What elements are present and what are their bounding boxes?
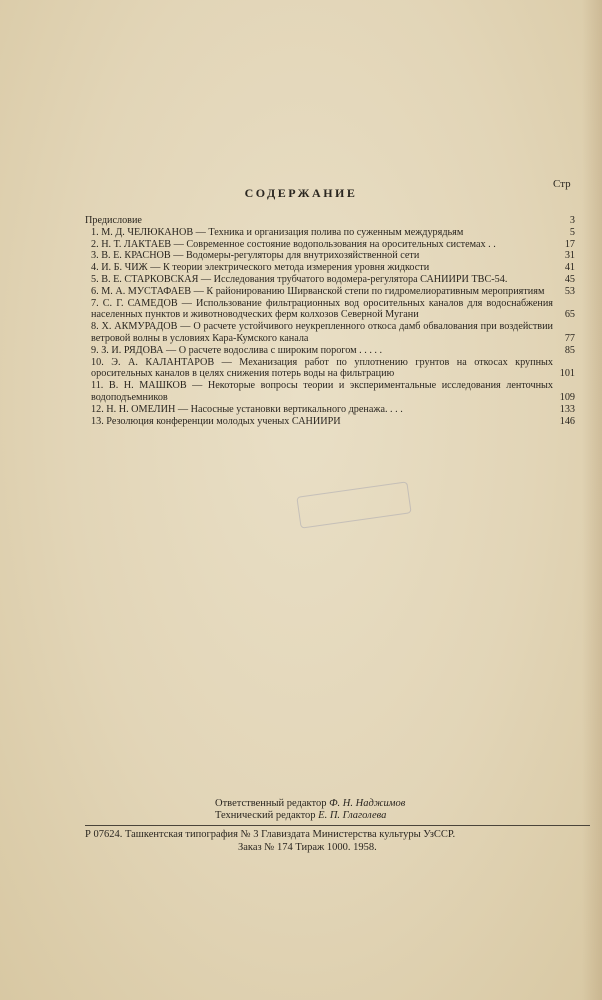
toc-entry-title: 9. З. И. РЯДОВА — О расчете водослива с широким порогом . . . . . [91,344,383,356]
toc-entry-title: 6. М. А. МУСТАФАЕВ — К районированию Ширванской степи по гидромелиоративным мероприятиям [91,285,545,297]
responsible-editor-label: Ответственный редактор [215,798,327,809]
toc-entry-title: 11. В. Н. МАШКОВ — Некоторые вопросы теории и экспериментальные исследования ленточных водоподъемников [91,380,553,403]
toc-entry-title: 7. С. Г. САМЕДОВ — Использование фильтрационных вод оросительных каналов для водоснабжения населенных пунктов и животноводческих ферм колхозов Северной Мугани [91,297,553,321]
toc-entry-title: 2. Н. Т. ЛАКТАЕВ — Современное состояние водопользования на оросительных системах . . [91,238,496,250]
toc-entry [85,345,577,357]
toc-entry [85,404,577,416]
toc-entry-title: 1. М. Д. ЧЕЛЮКАНОВ — Техника и организация полива по суженным междурядьям [91,226,464,238]
toc-entry [85,321,577,345]
toc-entry-page: 53 [564,285,575,297]
imprint-line-2: Заказ № 174 Тираж 1000. 1958. [238,842,377,853]
toc-entry-title: 4. И. Б. ЧИЖ — К теории электрического метода измерения уровня жидкости [91,262,430,274]
toc-entry-page: 146 [559,415,575,427]
toc-entry [85,298,577,322]
toc-entry [85,416,577,428]
page-edge-shading [582,0,602,1000]
toc-entry-title: 8. Х. АКМУРАДОВ — О расчете устойчивого неукрепленного откоса дамб обвалования при воздействии ветровой волны в условиях Кара-Кумского канала [91,321,553,344]
toc-entry [85,357,577,381]
toc-entry-page: 109 [559,391,575,403]
toc-entry [85,286,577,298]
toc-entry-title: 12. Н. Н. ОМЕЛИН — Насосные установки вертикального дренажа. . . . [91,403,403,415]
toc-entry-page: 5 [569,226,575,238]
toc-entry-title: 3. В. Е. КРАСНОВ — Водомеры-регуляторы для внутрихозяйственной сети [91,250,420,262]
toc-entry-page: 77 [564,332,575,344]
responsible-editor-name: Ф. Н. Наджимов [329,798,406,809]
toc-entry-title: 13. Резолюция конференции молодых ученых САНИИРИ [91,415,341,427]
toc-entry-page: 3 [569,215,575,226]
toc-entry-page: 133 [559,403,575,415]
page-title: СОДЕРЖАНИЕ [244,186,358,200]
table-of-contents [85,215,577,427]
toc-entry-page: 101 [559,368,575,380]
faded-stamp [296,481,411,528]
toc-entry-page: 45 [564,273,575,285]
technical-editor-line [215,810,405,822]
toc-entry [85,227,577,239]
toc-entry-page: 17 [564,238,575,250]
editor-credits [215,798,405,821]
toc-entry [85,262,577,274]
toc-entry [85,215,577,227]
page-column-label: Стр [553,178,571,190]
imprint-divider [85,825,590,826]
imprint-line-1: Р 07624. Ташкентская типография № 3 Главиздата Министерства культуры УзССР. [85,829,456,840]
toc-entry [85,250,577,262]
technical-editor-label: Технический редактор [215,809,316,821]
toc-entry-title: 10. Э. А. КАЛАНТАРОВ — Механизация работ по уплотнению грунтов на откосах крупных оросительных каналов в целях снижения потерь воды на фильтрацию [91,356,553,380]
toc-entry-page: 65 [564,309,575,321]
toc-entry-title: 5. В. Е. СТАРКОВСКАЯ — Исследования трубчатого водомера-регулятора САНИИРИ ТВС-54. [91,273,508,285]
toc-entry [85,380,577,404]
toc-entry-title: Предисловие [85,215,142,226]
toc-entry [85,274,577,286]
toc-entry-page: 85 [564,344,575,356]
toc-entry-page: 31 [564,250,575,262]
responsible-editor-line [215,798,405,810]
toc-entry-page: 41 [564,262,575,274]
toc-entry [85,239,577,251]
technical-editor-name: Е. П. Глаголева [318,809,387,821]
